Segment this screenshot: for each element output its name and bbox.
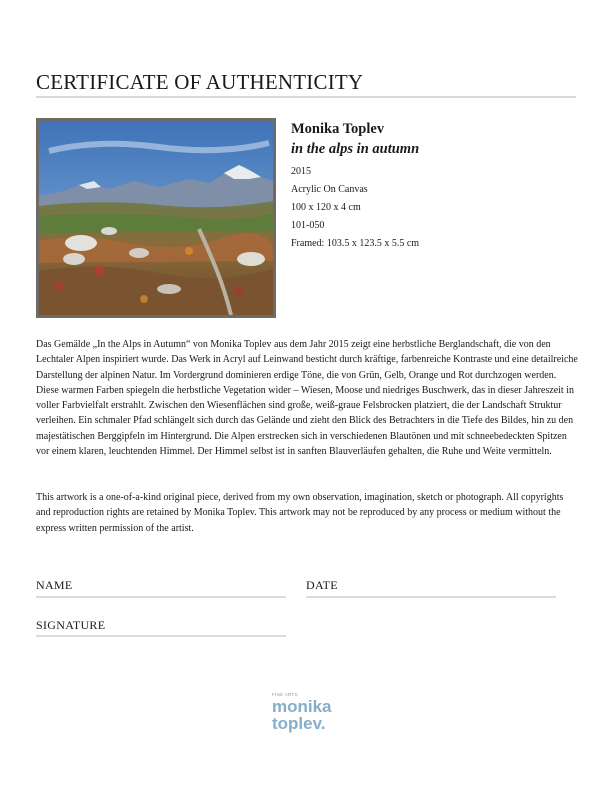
- artist-name: Monika Toplev: [291, 121, 385, 137]
- logo-line-2: toplev.: [272, 714, 326, 733]
- page-title: CERTIFICATE OF AUTHENTICITY: [36, 70, 364, 94]
- artwork-framed-size: Framed: 103.5 x 123.5 x 5.5 cm: [291, 238, 420, 249]
- name-signature-line: [36, 596, 286, 598]
- artist-logo: [272, 692, 342, 738]
- artwork-medium: Acrylic On Canvas: [291, 184, 368, 195]
- name-label: NAME: [36, 578, 73, 592]
- artwork-inventory-number: 101-050: [291, 220, 325, 231]
- logo-tagline: FINE ARTS: [272, 692, 298, 697]
- artwork-description: Das Gemälde „In the Alps in Autumn“ von Monika Toplev aus dem Jahr 2015 zeigt eine herbstliche Berglandschaft, die von den Lechtaler Alpen inspiriert wurde. Das Werk in Acryl auf Leinwand besticht durch kräftige, farbenreiche Kontraste und eine detailreiche Darstellung der alpinen Natur. Im Vordergrund dominieren erdige Töne, die von Grün, Gelb, Orange und Rot durchzogen werden. Diese warmen Farben spiegeln die herbstliche Vegetation wider – Wiesen, Moose und niedriges Buschwerk, das in dieser Jahreszeit in voller Farbvielfalt erstrahlt. Zwischen den Wiesenflächen sind große, weiß-graue Felsbrocken platziert, die der Landschaft Struktur verleihen. Ein schmaler Pfad schlängelt sich durch das Gelände und zieht den Blick des Betrachters in die Tiefe des Bildes, hin zu den majestätischen Berggipfeln im Hintergrund. Die Alpen erstrecken sich in verschiedenen Blautönen und mit schneebedeckten Spitzen vor einem klaren, leuchtenden Himmel. Der Himmel selbst ist in sanften Blauverläufen gehalten, die Ruhe und Weite vermitteln.: [36, 339, 578, 458]
- copyright-statement: This artwork is a one-of-a-kind original piece, derived from my own observation, imagination, sketch or photograph. All copyrights and reproduction rights are retained by Monika Toplev. This artwork may not be reproduced by any process or medium without the express written permission of the artist.: [36, 492, 564, 534]
- signature-line: [36, 635, 286, 637]
- date-label: DATE: [306, 578, 338, 592]
- date-signature-line: [306, 596, 556, 598]
- artwork-title: in the alps in autumn: [291, 141, 420, 157]
- artwork-image: [36, 118, 276, 318]
- painting-landscape: [39, 121, 273, 315]
- artwork-year: 2015: [291, 166, 311, 177]
- artwork-dimensions: 100 x 120 x 4 cm: [291, 202, 361, 213]
- title-divider: [36, 96, 576, 98]
- artwork-details: [291, 121, 419, 253]
- signature-label: SIGNATURE: [36, 618, 106, 632]
- logo-line-1: monika: [272, 697, 332, 716]
